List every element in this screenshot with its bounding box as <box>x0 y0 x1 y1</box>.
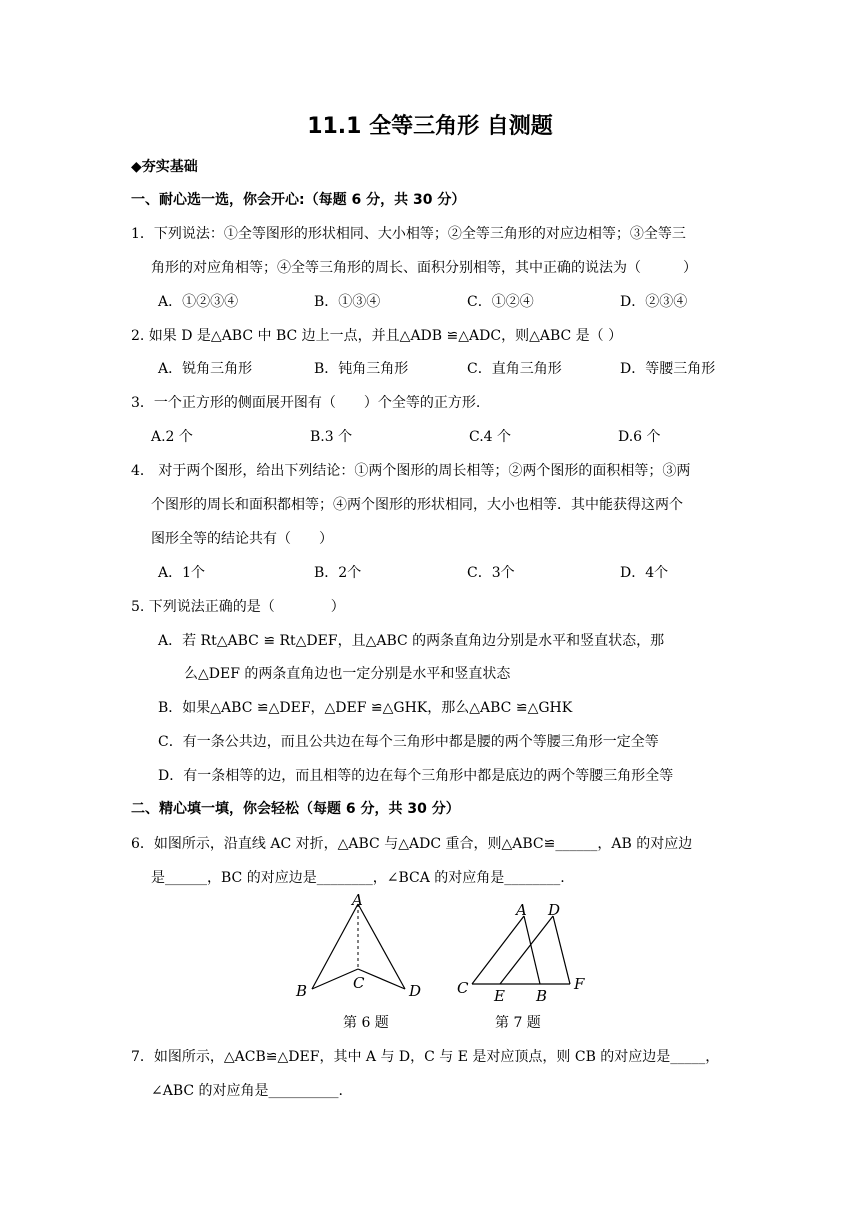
q2-option-a: A．锐角三角形 <box>158 361 253 377</box>
fig6-segment-cd <box>358 969 405 989</box>
fig6-segment-ad <box>358 904 405 989</box>
q5-line1: 5. 下列说法正确的是（ ） <box>131 599 345 615</box>
q4-option-a: A．1个 <box>158 565 206 581</box>
fig7-label-b: B <box>536 987 548 1005</box>
q4-line3: 图形全等的结论共有（ ） <box>151 531 333 547</box>
q5-option-c: C．有一条公共边，而且公共边在每个三角形中都是腰的两个等腰三角形一定全等 <box>158 734 659 750</box>
q3-option-a: A.2 个 <box>151 429 193 445</box>
q4-option-b: B．2个 <box>314 565 362 581</box>
fig7-label-d: D <box>548 901 561 919</box>
q6-line2: 是______，BC 的对应边是________，∠BCA 的对应角是________. <box>151 870 565 886</box>
q2-option-b: B．钝角三角形 <box>314 361 409 377</box>
figure-6-caption: 第 6 题 <box>343 1015 389 1031</box>
part2-heading: 二、精心填一填，你会轻松（每题 6 分，共 30 分） <box>131 801 460 817</box>
q2-option-c: C．直角三角形 <box>467 361 562 377</box>
section-label: ◆夯实基础 <box>131 159 198 175</box>
q1-line1: 1．下列说法：①全等图形的形状相同、大小相等；②全等三角形的对应边相等；③全等三 <box>131 226 686 242</box>
q2-line1: 2. 如果 D 是△ABC 中 BC 边上一点，并且△ADB ≌△ADC，则△ABC 是（ ） <box>131 328 623 344</box>
q5-option-d: D．有一条相等的边，而且相等的边在每个三角形中都是底边的两个等腰三角形全等 <box>158 768 674 784</box>
fig7-label-a: A <box>516 901 527 919</box>
q3-option-b: B.3 个 <box>310 429 353 445</box>
fig7-label-c: C <box>457 979 469 997</box>
q5-option-a-line1: A．若 Rt△ABC ≌ Rt△DEF，且△ABC 的两条直角边分别是水平和竖直状态，那 <box>158 633 665 649</box>
q1-option-d: D．②③④ <box>620 294 688 310</box>
q2-option-d: D．等腰三角形 <box>620 361 716 377</box>
fig7-segment-df <box>553 916 570 984</box>
q1-option-c: C．①②④ <box>467 294 534 310</box>
q7-line2: ∠ABC 的对应角是__________. <box>151 1083 344 1099</box>
q6-line1: 6．如图所示，沿直线 AC 对折，△ABC 与△ADC 重合，则△ABC≌______，AB 的对应边 <box>131 836 693 852</box>
q1-option-a: A．①②③④ <box>158 294 239 310</box>
figure-7-caption: 第 7 题 <box>495 1015 541 1031</box>
page-title: 11.1 全等三角形 自测题 <box>307 114 553 139</box>
q1-option-b: B．①③④ <box>314 294 381 310</box>
fig7-label-e: E <box>494 987 505 1005</box>
q4-line2: 个图形的周长和面积都相等；④两个图形的形状相同，大小也相等．其中能获得这两个 <box>151 497 683 513</box>
q4-option-c: C．3个 <box>467 565 515 581</box>
q5-option-a-line2: 么△DEF 的两条直角边也一定分别是水平和竖直状态 <box>184 666 511 682</box>
q4-line1: 4． 对于两个图形，给出下列结论：①两个图形的周长相等；②两个图形的面积相等；③两 <box>131 463 691 479</box>
q3-line1: 3．一个正方形的侧面展开图有（ ）个全等的正方形. <box>131 395 481 411</box>
part1-heading: 一、耐心选一选，你会开心:（每题 6 分，共 30 分） <box>131 192 466 208</box>
figure-6-diagram <box>290 892 430 1007</box>
q3-option-c: C.4 个 <box>469 429 512 445</box>
fig6-segment-ab <box>312 904 358 989</box>
q7-line1: 7．如图所示，△ACB≌△DEF，其中 A 与 D，C 与 E 是对应顶点，则 CB 的对应边是_____， <box>131 1049 720 1065</box>
fig6-label-b: B <box>296 982 308 1000</box>
fig6-segment-bc <box>312 969 358 989</box>
fig6-label-a: A <box>352 892 363 909</box>
fig6-label-d: D <box>409 982 422 1000</box>
q3-option-d: D.6 个 <box>618 429 661 445</box>
fig6-label-c: C <box>353 974 365 992</box>
q4-option-d: D．4个 <box>620 565 669 581</box>
fig7-label-f: F <box>574 975 585 993</box>
q1-line2: 角形的对应角相等；④全等三角形的周长、面积分别相等，其中正确的说法为（ ） <box>151 260 697 276</box>
q5-option-b: B．如果△ABC ≌△DEF，△DEF ≌△GHK，那么△ABC ≌△GHK <box>158 700 573 716</box>
figure-7-diagram <box>452 896 592 1006</box>
fig7-segment-ca <box>472 916 524 984</box>
